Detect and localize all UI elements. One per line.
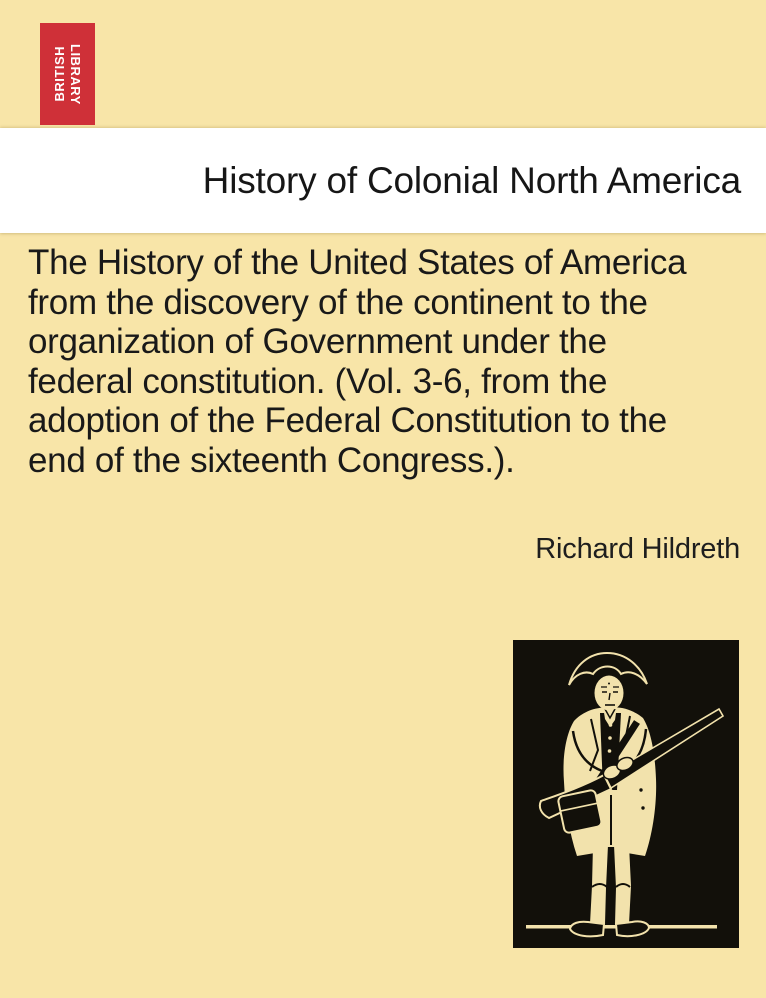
minuteman-illustration <box>513 640 739 948</box>
series-header-band <box>0 128 766 233</box>
british-library-logo <box>40 23 95 125</box>
title-line-3: organization of Government under the <box>28 322 607 361</box>
logo-word-library: LIBRARY <box>68 43 83 105</box>
title-line-6: end of the sixteenth Congress.). <box>28 440 515 480</box>
series-title: History of Colonial North America <box>202 159 741 201</box>
title-line-1: The History of the United States of America <box>28 243 687 282</box>
book-title <box>28 243 752 480</box>
author-name: Richard Hildreth <box>535 533 740 565</box>
title-line-4: federal constitution. (Vol. 3-6, from the <box>28 361 608 401</box>
minuteman-with-musket-drawing <box>513 640 739 948</box>
logo-word-british: BRITISH <box>52 46 67 102</box>
title-line-2: from the discovery of the continent to the <box>28 282 648 322</box>
title-line-5: adoption of the Federal Constitution to the <box>28 401 667 440</box>
